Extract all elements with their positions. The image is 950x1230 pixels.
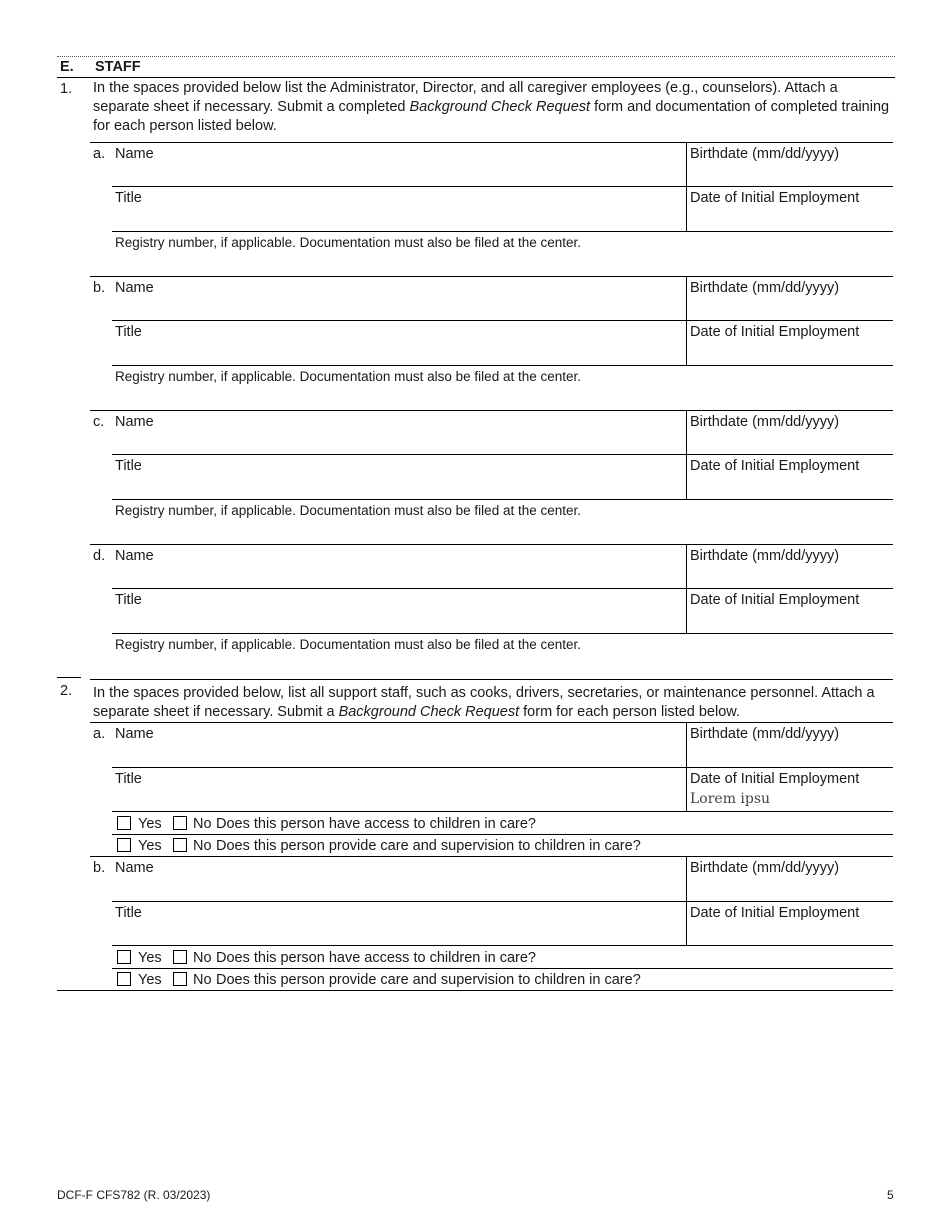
q1a-registry-field[interactable]: Registry number, if applicable. Documentation must also be filed at the center. [115, 235, 582, 250]
q2a-access-yes-label: Yes [138, 816, 162, 832]
q2b-title-field[interactable]: Title [115, 905, 142, 921]
q2a-top-rule [90, 722, 893, 723]
q1a-mid-rule [112, 186, 893, 187]
q1c-name-field[interactable]: Name [115, 414, 154, 430]
q2a-access-question: Does this person have access to children in care? [216, 816, 536, 832]
q1b-top-rule [90, 276, 893, 277]
q2b-top-rule [90, 856, 893, 857]
q2a-care-question: Does this person provide care and supervision to children in care? [216, 838, 641, 854]
q2a-name-field[interactable]: Name [115, 726, 154, 742]
q2a-care-no-checkbox[interactable] [173, 838, 187, 852]
q1b-employment-field[interactable]: Date of Initial Employment [690, 324, 860, 340]
q2a-letter: a. [93, 726, 106, 742]
q1d-name-field[interactable]: Name [115, 548, 154, 564]
q2b-access-no-checkbox[interactable] [173, 950, 187, 964]
q1b-birthdate-field[interactable]: Birthdate (mm/dd/yyyy) [690, 280, 840, 296]
q1b-registry-field[interactable]: Registry number, if applicable. Documentation must also be filed at the center. [115, 369, 582, 384]
q2-top-rule [90, 679, 893, 680]
q2a-birthdate-field[interactable]: Birthdate (mm/dd/yyyy) [690, 726, 840, 742]
q2a-care-yes-label: Yes [138, 838, 162, 854]
q1c-registry-field[interactable]: Registry number, if applicable. Documentation must also be filed at the center. [115, 503, 582, 518]
q1a-bottom-rule [112, 231, 893, 232]
q1b-letter: b. [93, 280, 106, 296]
q1-form-name: Background Check Request [409, 99, 591, 115]
q2b-access-yes-label: Yes [138, 950, 162, 966]
q1c-top-rule [90, 410, 893, 411]
q1c-title-field[interactable]: Title [115, 458, 142, 474]
q2a-employment-value[interactable]: Lorem ipsu [690, 791, 771, 807]
q2b-access-yes-checkbox[interactable] [117, 950, 131, 964]
q1d-bottom-rule [112, 633, 893, 634]
q2-number: 2. [60, 683, 73, 699]
form-id: DCF-F CFS782 (R. 03/2023) [57, 1188, 211, 1202]
q2a-mid-rule [112, 767, 893, 768]
q1a-top-rule [90, 142, 893, 143]
q1c-letter: c. [93, 414, 105, 430]
q1a-birthdate-field[interactable]: Birthdate (mm/dd/yyyy) [690, 146, 840, 162]
q1c-mid-rule [112, 454, 893, 455]
q1b-title-field[interactable]: Title [115, 324, 142, 340]
section-top-rule [57, 56, 895, 57]
q1b-mid-rule [112, 320, 893, 321]
q2b-letter: b. [93, 860, 106, 876]
q2-form-name: Background Check Request [338, 704, 520, 720]
q2b-employment-field[interactable]: Date of Initial Employment [690, 905, 860, 921]
q2a-title-field[interactable]: Title [115, 771, 142, 787]
q2b-birthdate-field[interactable]: Birthdate (mm/dd/yyyy) [690, 860, 840, 876]
q1-number: 1. [60, 81, 73, 97]
section-letter: E. [60, 59, 74, 75]
q1a-letter: a. [93, 146, 106, 162]
q1d-title-field[interactable]: Title [115, 592, 142, 608]
q2b-care-no-label: No [193, 972, 212, 988]
q2a-access-no-checkbox[interactable] [173, 816, 187, 830]
q1c-employment-field[interactable]: Date of Initial Employment [690, 458, 860, 474]
q1d-registry-field[interactable]: Registry number, if applicable. Documentation must also be filed at the center. [115, 637, 582, 652]
q2a-access-yes-checkbox[interactable] [117, 816, 131, 830]
q1d-birthdate-field[interactable]: Birthdate (mm/dd/yyyy) [690, 548, 840, 564]
q1c-bottom-rule [112, 499, 893, 500]
q1a-name-field[interactable]: Name [115, 146, 154, 162]
q2b-care-no-checkbox[interactable] [173, 972, 187, 986]
q2b-care-yes-checkbox[interactable] [117, 972, 131, 986]
q2a-care-no-label: No [193, 838, 212, 854]
q1-instructions: In the spaces provided below list the Administrator, Director, and all caregiver employees (e.g., counselors). Attach a separate sheet if necessary. Submit a completed Background Check Request form and documentation of completed training for each person listed below. [93, 80, 890, 134]
q2-number-rule [57, 677, 81, 678]
q1c-birthdate-field[interactable]: Birthdate (mm/dd/yyyy) [690, 414, 840, 430]
q1b-name-field[interactable]: Name [115, 280, 154, 296]
q1d-mid-rule [112, 588, 893, 589]
q2b-name-field[interactable]: Name [115, 860, 154, 876]
q2a-care-yes-checkbox[interactable] [117, 838, 131, 852]
q1a-title-field[interactable]: Title [115, 190, 142, 206]
q2b-care-question: Does this person provide care and supervision to children in care? [216, 972, 641, 988]
q2b-mid-rule [112, 901, 893, 902]
section-title-rule [57, 77, 895, 78]
q2a-access-rule [112, 834, 893, 835]
page-number: 5 [887, 1188, 894, 1202]
q2b-bottom-rule [112, 945, 893, 946]
q2b-access-no-label: No [193, 950, 212, 966]
q2b-access-question: Does this person have access to children in care? [216, 950, 536, 966]
q1d-employment-field[interactable]: Date of Initial Employment [690, 592, 860, 608]
q1b-bottom-rule [112, 365, 893, 366]
section-bottom-rule [57, 990, 893, 991]
q2-instructions: In the spaces provided below, list all support staff, such as cooks, drivers, secretaries, or maintenance personnel. Attach a separate sheet if necessary. Submit a Background Check Request form for each person listed below. [93, 685, 875, 720]
q2a-bottom-rule [112, 811, 893, 812]
q2b-access-rule [112, 968, 893, 969]
q2a-access-no-label: No [193, 816, 212, 832]
q1d-top-rule [90, 544, 893, 545]
q1a-employment-field[interactable]: Date of Initial Employment [690, 190, 860, 206]
q2b-care-yes-label: Yes [138, 972, 162, 988]
q1d-letter: d. [93, 548, 106, 564]
q2a-employment-label: Date of Initial Employment [690, 771, 860, 787]
section-title: STAFF [95, 59, 141, 75]
